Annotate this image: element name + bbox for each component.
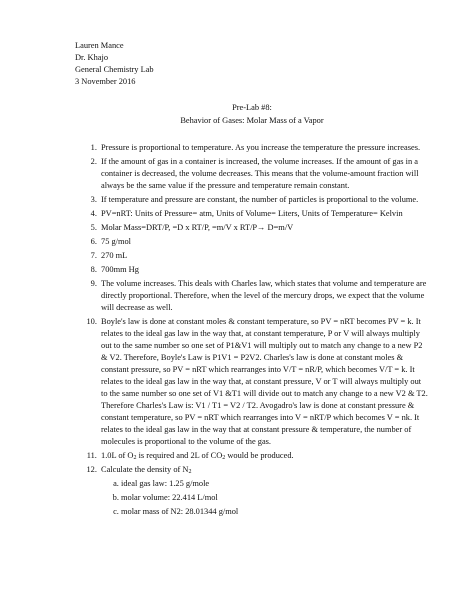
item12-text: Calculate the density of N	[101, 465, 189, 474]
item11-text-3: would be produced.	[225, 451, 294, 460]
item11-text-1: 1.0L of O	[101, 451, 134, 460]
answer-item: 3. If temperature and pressure are constant, the number of particles is proportional to the volume.	[99, 194, 429, 206]
course-name: General Chemistry Lab	[75, 65, 154, 74]
answer-item: 4. PV=nRT: Units of Pressure= atm, Units of Volume= Liters, Units of Temperature= Kelvin	[99, 208, 429, 220]
answer-item: 1. Pressure is proportional to temperature. As you increase the temperature the pressure increases.	[99, 142, 429, 154]
answer-item: 2. If the amount of gas in a container is increased, the volume increases. If the amount of gas in a container is decreased, the volume decreases. This means that the volume-amount fraction will always be the same value if the pressure and temperature remain constant.	[99, 156, 429, 192]
sub-item: c. molar mass of N2: 28.01344 g/mol	[121, 506, 429, 518]
document-subtitle: Behavior of Gases: Molar Mass of a Vapor	[180, 116, 324, 125]
answer-item: 10. Boyle's law is done at constant moles & constant temperature, so PV = nRT becomes PV = k. It relates to the ideal gas law in the way that, at constant temperature, P or V will always multiply out to the same number so one set of P1&V1 will multiply out to match any change to a new P2 & V2. Therefore, Boyle's Law is P1V1 = P2V2. Charles's law is done at constant moles & constant pressure, so PV = nRT which rearranges into V/T = nR/P, which becomes V/T = k. It relates to the ideal gas law in the way that, at constant pressure, V or T will always multiply out to the same number so one set of V1 &T1 will divide out to match any change to a new V2 & T2. Therefore Charles's Law is: V1 / T1 = V2 / T2. Avogadro's law is done at constant pressure & constant temperature, so PV = nRT which rearranges into V = nRT/P which becomes V = nk. It relates to the ideal gas law in the way that at constant pressure & temperature, the number of molecules is proportional to the volume of the gas.	[99, 316, 429, 448]
sub-item: b. molar volume: 22.414 L/mol	[121, 492, 429, 504]
answer-item	[99, 450, 429, 462]
author-name: Lauren Mance	[75, 41, 124, 50]
document-date: 3 November 2016	[75, 77, 136, 86]
title-block	[75, 102, 429, 128]
answer-item: 7. 270 mL	[99, 250, 429, 262]
sub-item: a. ideal gas law: 1.25 g/mole	[121, 478, 429, 490]
answer-item: 5. Molar Mass=DRT/P, =D x RT/P, =m/V x RT/P→ D=m/V	[99, 222, 429, 234]
answer-item: 9. The volume increases. This deals with Charles law, which states that volume and temperature are directly proportional. Therefore, when the level of the mercury drops, we expect that the volume will decrease as well.	[99, 278, 429, 314]
answer-item: 8. 700mm Hg	[99, 264, 429, 276]
item11-subscript-2: 2	[222, 455, 226, 461]
answer-item	[99, 464, 429, 518]
document-title: Pre-Lab #8:	[232, 103, 272, 112]
density-sublist	[101, 478, 429, 518]
answer-list	[75, 142, 429, 518]
item12-subscript: 2	[188, 469, 192, 475]
instructor-name: Dr. Khajo	[75, 53, 109, 62]
item11-text-2: is required and 2L of CO	[136, 451, 223, 460]
item11-subscript-1: 2	[133, 455, 137, 461]
answer-item: 6. 75 g/mol	[99, 236, 429, 248]
